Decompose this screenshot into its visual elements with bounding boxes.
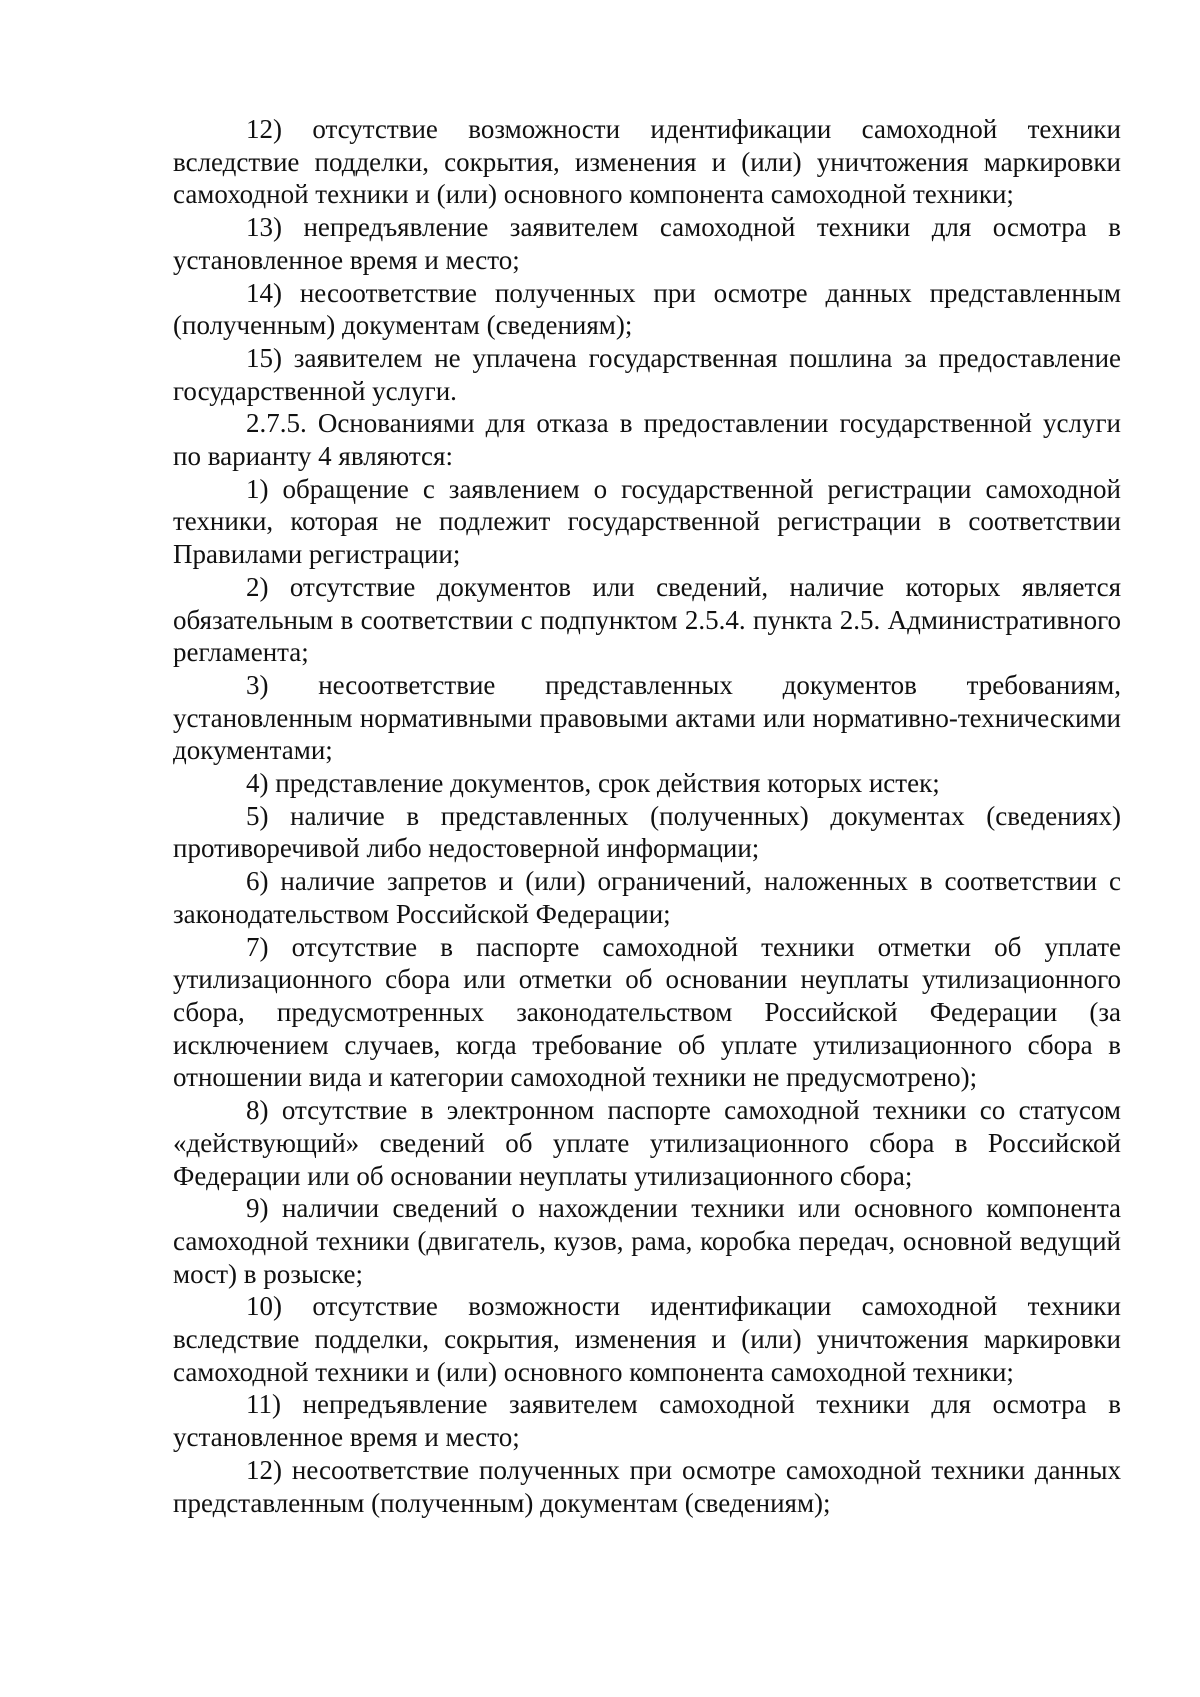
paragraph-item-11: 11) непредъявление заявителем самоходной техники для осмотра в установленное время и место;: [173, 1389, 1121, 1453]
section-heading-2-7-5: 2.7.5. Основаниями для отказа в предоставлении государственной услуги по варианту 4 являются:: [173, 408, 1121, 472]
paragraph-item-2: 2) отсутствие документов или сведений, наличие которых является обязательным в соответствии с подпунктом 2.5.4. пункта 2.5. Административного регламента;: [173, 571, 1121, 668]
paragraph-item-12: 12) отсутствие возможности идентификации самоходной техники вследствие подделки, сокрытия, изменения и (или) уничтожения маркировки самоходной техники и (или) основного компонента самоходной техники;: [173, 114, 1121, 210]
paragraph-item-12-last: 12) несоответствие полученных при осмотре самоходной техники данных представленным (полученным) документам (сведениям);: [173, 1454, 1121, 1518]
paragraph-item-10: 10) отсутствие возможности идентификации самоходной техники вследствие подделки, сокрытия, изменения и (или) уничтожения маркировки самоходной техники и (или) основного компонента самоходной техники;: [173, 1291, 1121, 1387]
paragraph-item-15: 15) заявителем не уплачена государственная пошлина за предоставление государственной услуги.: [173, 342, 1121, 406]
paragraph-item-5: 5) наличие в представленных (полученных) документах (сведениях) противоречивой либо недостоверной информации;: [173, 800, 1121, 864]
document-body: [173, 113, 1121, 1519]
paragraph-item-3: 3) несоответствие представленных документов требованиям, установленным нормативными правовыми актами или нормативно-техническими документами;: [173, 669, 1121, 766]
paragraph-item-13: 13) непредъявление заявителем самоходной техники для осмотра в установленное время и место;: [173, 212, 1121, 275]
paragraph-item-14: 14) несоответствие полученных при осмотре данных представленным (полученным) документам (сведениям);: [173, 277, 1121, 341]
paragraph-item-6: 6) наличие запретов и (или) ограничений, наложенных в соответствии с законодательством Российской Федерации;: [173, 866, 1121, 929]
paragraph-item-7: 7) отсутствие в паспорте самоходной техники отметки об уплате утилизационного сбора или отметки об основании неуплаты утилизационного сбора, предусмотренных законодательством Российской Федерации (за исключением случаев, когда требование об уплате утилизационного сбора в отношении вида и категории самоходной техники не предусмотрено);: [173, 931, 1121, 1093]
paragraph-item-9: 9) наличии сведений о нахождении техники или основного компонента самоходной техники (двигатель, кузов, рама, коробка передач, основной ведущий мост) в розыске;: [173, 1193, 1121, 1289]
paragraph-item-1: 1) обращение с заявлением о государственной регистрации самоходной техники, которая не подлежит государственной регистрации в соответствии Правилами регистрации;: [173, 473, 1121, 570]
paragraph-item-4: 4) представление документов, срок действия которых истек;: [246, 768, 940, 799]
paragraph-item-8: 8) отсутствие в электронном паспорте самоходной техники со статусом «действующий» сведений об уплате утилизационного сбора в Российской Федерации или об основании неуплаты утилизационного сбора;: [173, 1095, 1121, 1191]
